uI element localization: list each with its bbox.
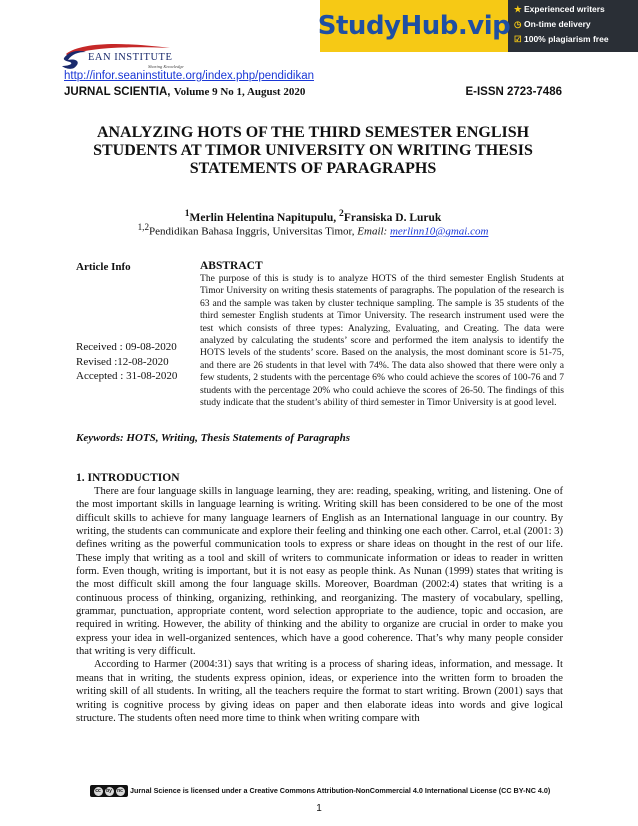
paragraph: There are four language skills in language learning, they are: reading, speaking, writing, and listening. One of the most important skills in language learning is writing. Writing skill has been considered to be one of the most difficult skills to achieve for many language learners of English as an International language in our country. By writing, the students can communicate and explore their feeling and thinking one each other. Carrol, et.al (2001: 3) defines writing as the powerful communication tools to express or share ideas on thought in the rest of our life. These imply that writing as a tool and skill of writers to communicate information or ideas to reader in written form. Even though, writing is important, but it is not easy as people think. As Nunan (1999) states that writing is the most difficult skill among the four language skills. Moreover, Boardman (2002:4) states that writing is a continuous process of thinking, organizing, rethinking, and reorganizing. The mastery of vocabulary, spelling, grammar, punctuation, appropriate content, word selection appropriate to the audience, topic and occasion, are required in writing. However, the ability of thinking and the ability to organize are crucial in order to make you express your idea in well-organized sentences, which have a good coherence. That’s why many people consider that writing is very difficult.	[76, 486, 563, 658]
star-icon: ★	[514, 4, 522, 14]
author-name: Merlin Helentina Napitupulu,	[189, 211, 340, 224]
author-name: Fransiska D. Luruk	[343, 211, 442, 224]
publisher-name: EAN INSTITUTE	[88, 52, 173, 63]
ad-feature-item: ☑ 100% plagiarism free	[514, 32, 636, 47]
title-line: STATEMENTS OF PARAGRAPHS	[189, 160, 437, 177]
author-email-link[interactable]: merlinn10@gmai.com	[389, 225, 489, 238]
license-footer	[90, 784, 560, 798]
article-info-heading: Article Info	[76, 261, 131, 273]
publisher-tagline: Sharing Knowledge	[148, 64, 184, 69]
license-text: Jurnal Science is licensed under a Creative Commons Attribution-NonCommercial 4.0 International License (CC BY-NC 4.0)	[130, 786, 551, 795]
journal-volume: Volume 9 No 1, August 2020	[173, 86, 306, 98]
paper-title	[64, 124, 562, 178]
title-line: STUDENTS AT TIMOR UNIVERSITY ON WRITING THESIS	[93, 142, 533, 159]
ad-brand-logo[interactable]: StudyHub.vip	[320, 0, 508, 52]
ad-banner[interactable]	[317, 0, 638, 52]
email-label: Email:	[357, 225, 388, 238]
creative-commons-badge[interactable]	[90, 785, 128, 797]
article-dates	[76, 340, 177, 384]
journal-header	[64, 86, 562, 102]
author-superscript: 2	[339, 208, 344, 219]
revised-date: Revised :12-08-2020	[76, 355, 169, 368]
nc-icon: nc	[117, 787, 123, 794]
accepted-date: Accepted : 31-08-2020	[76, 370, 178, 382]
paragraph: According to Harmer (2004:31) says that writing is a process of sharing ideas, information, and message. It means that in writing, the students express opinion, ideas, or experience into the written form to broaden the writing skill of all students. In writing, all the teachers require the format to start writing. Brown (2001) says that writing is cognitive process by giving ideas on paper and then elaborate ideas into words and give logical structure. The students often need more time to think when writing compare with	[76, 659, 563, 724]
author-superscript: 1	[184, 208, 190, 219]
clock-icon: ◷	[514, 19, 522, 29]
cc-icon: cc	[95, 787, 101, 794]
ad-feature-item: ◷ On-time delivery	[514, 17, 636, 32]
affiliation-text: Pendidikan Bahasa Inggris, Universitas Timor,	[149, 225, 358, 238]
introduction-body	[76, 485, 563, 725]
journal-url-link[interactable]: http://infor.seaninstitute.org/index.php/pendidikan	[64, 70, 314, 82]
ad-feature-list	[514, 2, 636, 47]
keywords: Keywords: HOTS, Writing, Thesis Statements of Paragraphs	[76, 432, 351, 444]
journal-citation	[64, 86, 305, 98]
plagiarism-icon: ☑	[514, 34, 522, 44]
abstract-text: The purpose of this is study is to analyze HOTS of the third semester English Students at Timor University on writing thesis statements of paragraphs. The population of the research is 63 and the sample was taken by cluster technique sampling. The sample is 35 students of the third semester English students at Timor University. The research instrument used were the test which consists of three types: Analyzing, Evaluating, and Creating. The data were analyzed by calculating the students’ score and performed the item analysis to identify the HOTS levels of the students’ score. Based on the analysis, the most dominant score is 51-75, and there are 26 students in that level with 74%. The data also showed that there were only a few students, 2 students with the percentage 6% who could achieve the scores of 100-76 and 7 students with the percentage 20% who could achieve the scores of 26-50. The findings of this study indicate that the student’s ability of third semester in Timor University is at good level.	[200, 273, 564, 409]
publisher-logo	[62, 40, 184, 70]
journal-name: JURNAL SCIENTIA,	[64, 86, 171, 98]
affiliation-superscript: 1,2	[137, 222, 150, 232]
by-icon: by	[106, 787, 112, 794]
received-date: Received : 09-08-2020	[76, 341, 177, 353]
ad-feature-item: ★ Experienced writers	[514, 2, 636, 17]
title-line: ANALYZING HOTS OF THE THIRD SEMESTER ENGLISH	[96, 124, 530, 141]
page-number: 1	[316, 803, 322, 814]
paper-affiliation	[64, 222, 562, 238]
journal-issn: E-ISSN 2723-7486	[465, 86, 562, 98]
section-heading-introduction: 1. INTRODUCTION	[76, 472, 180, 484]
abstract-heading: ABSTRACT	[200, 260, 263, 272]
